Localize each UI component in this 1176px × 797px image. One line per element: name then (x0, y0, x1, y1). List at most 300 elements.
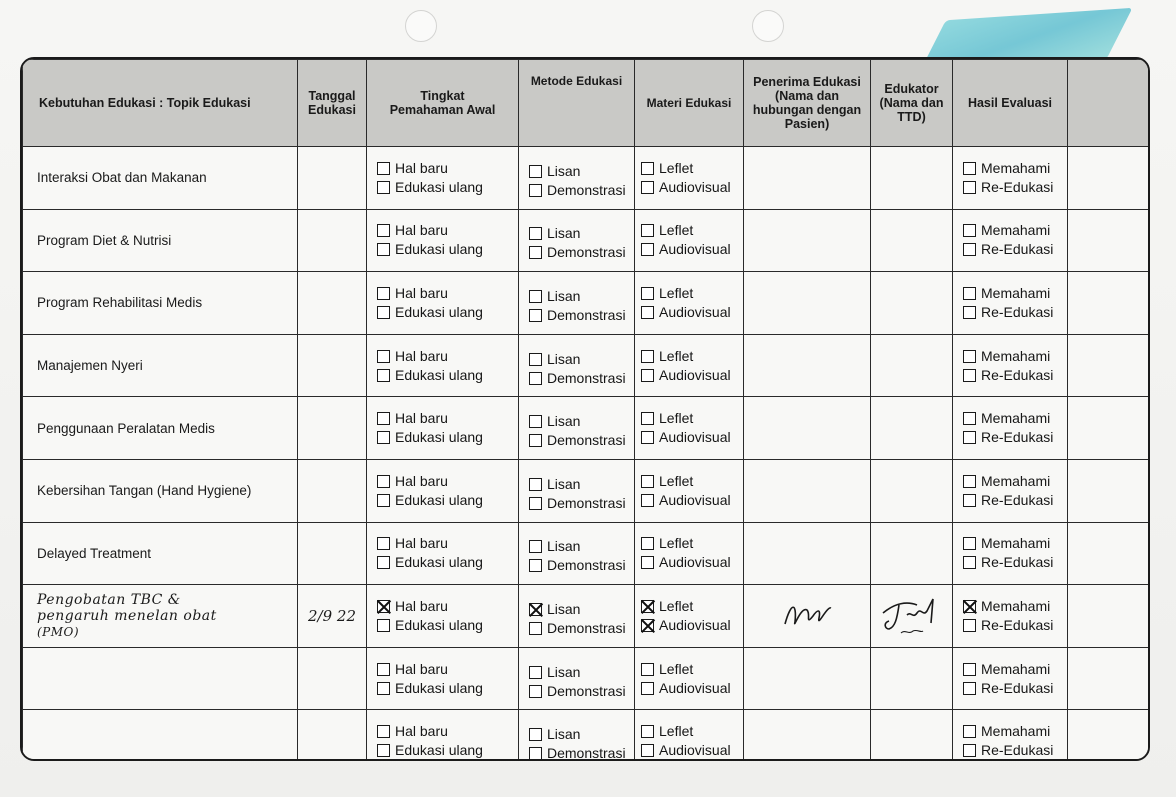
understanding-cell (367, 710, 519, 761)
method-cell (519, 522, 635, 585)
understanding-cell (367, 209, 519, 272)
punch-hole-left (405, 10, 437, 42)
lisan-option[interactable] (529, 475, 634, 494)
edukasi-ulang-label: Edukasi ulang (395, 178, 483, 195)
memahami-checkbox[interactable] (963, 600, 976, 613)
date-cell[interactable] (298, 147, 367, 210)
educator-cell[interactable] (871, 272, 953, 335)
edukasi-ulang-option[interactable] (377, 616, 518, 635)
table-row (23, 397, 1149, 460)
demonstrasi-checkbox[interactable] (529, 309, 542, 322)
date-cell[interactable] (298, 334, 367, 397)
re-edukasi-option[interactable] (963, 491, 1067, 510)
leflet-option[interactable] (641, 347, 743, 366)
demonstrasi-option[interactable] (529, 682, 634, 701)
re-edukasi-checkbox[interactable] (963, 243, 976, 256)
evaluation-cell (953, 459, 1068, 522)
edukasi-ulang-checkbox[interactable] (377, 243, 390, 256)
re-edukasi-checkbox[interactable] (963, 682, 976, 695)
leflet-label: Leflet (659, 597, 694, 614)
hal-baru-checkbox[interactable] (377, 287, 390, 300)
lisan-option[interactable] (529, 350, 634, 369)
hal-baru-option[interactable] (377, 660, 518, 679)
re-edukasi-checkbox[interactable] (963, 619, 976, 632)
educator-cell[interactable] (871, 209, 953, 272)
demonstrasi-checkbox[interactable] (529, 747, 542, 760)
topic-label: Penggunaan Peralatan Medis (37, 420, 215, 436)
lisan-option[interactable] (529, 162, 634, 181)
leflet-label: Leflet (659, 222, 694, 239)
topic-cell-handwritten[interactable] (23, 585, 298, 648)
edukasi-ulang-label: Edukasi ulang (395, 616, 483, 633)
punch-hole-right (752, 10, 784, 42)
demonstrasi-checkbox[interactable] (529, 372, 542, 385)
lisan-option[interactable] (529, 537, 634, 556)
leflet-checkbox[interactable] (641, 287, 654, 300)
audiovisual-option[interactable] (641, 679, 743, 698)
understanding-cell (367, 397, 519, 460)
audiovisual-checkbox[interactable] (641, 306, 654, 319)
lisan-checkbox[interactable] (529, 603, 542, 616)
memahami-checkbox[interactable] (963, 475, 976, 488)
memahami-option[interactable] (963, 597, 1067, 616)
leflet-option[interactable] (641, 284, 743, 303)
material-cell (635, 209, 744, 272)
evaluation-cell (953, 147, 1068, 210)
demonstrasi-checkbox[interactable] (529, 434, 542, 447)
leflet-option[interactable] (641, 159, 743, 178)
lisan-option[interactable] (529, 600, 634, 619)
leflet-checkbox[interactable] (641, 350, 654, 363)
hal-baru-option[interactable] (377, 284, 518, 303)
edukasi-ulang-label: Edukasi ulang (395, 742, 483, 759)
evaluation-cell (953, 522, 1068, 585)
audiovisual-label: Audiovisual (659, 742, 731, 759)
leflet-checkbox[interactable] (641, 663, 654, 676)
handwritten-topic-line2: pengaruh menelan obat (37, 607, 217, 624)
audiovisual-checkbox[interactable] (641, 181, 654, 194)
education-table (22, 59, 1149, 761)
re-edukasi-option[interactable] (963, 178, 1067, 197)
material-cell (635, 334, 744, 397)
demonstrasi-label: Demonstrasi (547, 432, 626, 449)
re-edukasi-option[interactable] (963, 553, 1067, 572)
leflet-option[interactable] (641, 221, 743, 240)
memahami-option[interactable] (963, 660, 1067, 679)
material-cell (635, 710, 744, 761)
hal-baru-checkbox[interactable] (377, 224, 390, 237)
memahami-checkbox[interactable] (963, 287, 976, 300)
audiovisual-checkbox[interactable] (641, 431, 654, 444)
audiovisual-option[interactable] (641, 366, 743, 385)
hal-baru-checkbox[interactable] (377, 350, 390, 363)
hal-baru-label: Hal baru (395, 410, 448, 427)
memahami-label: Memahami (981, 347, 1051, 364)
header-evaluation: Hasil Evaluasi (953, 60, 1068, 147)
method-cell (519, 209, 635, 272)
audiovisual-option[interactable] (641, 240, 743, 259)
memahami-label: Memahami (981, 410, 1051, 427)
demonstrasi-label: Demonstrasi (547, 745, 626, 761)
memahami-option[interactable] (963, 409, 1067, 428)
re-edukasi-option[interactable] (963, 679, 1067, 698)
re-edukasi-checkbox[interactable] (963, 306, 976, 319)
re-edukasi-option[interactable] (963, 366, 1067, 385)
recipient-cell[interactable] (744, 647, 871, 710)
hal-baru-option[interactable] (377, 472, 518, 491)
demonstrasi-option[interactable] (529, 619, 634, 638)
demonstrasi-checkbox[interactable] (529, 622, 542, 635)
handwritten-topic-line1: Pengobatan TBC & (37, 591, 181, 608)
material-cell (635, 585, 744, 648)
demonstrasi-option[interactable] (529, 243, 634, 262)
leflet-label: Leflet (659, 660, 694, 677)
date-cell[interactable] (298, 209, 367, 272)
hal-baru-option[interactable] (377, 534, 518, 553)
lisan-option[interactable] (529, 287, 634, 306)
audiovisual-checkbox[interactable] (641, 369, 654, 382)
memahami-option[interactable] (963, 284, 1067, 303)
recipient-cell[interactable] (744, 397, 871, 460)
edukasi-ulang-checkbox[interactable] (377, 181, 390, 194)
method-cell (519, 397, 635, 460)
edukasi-ulang-option[interactable] (377, 178, 518, 197)
demonstrasi-checkbox[interactable] (529, 685, 542, 698)
leflet-option[interactable] (641, 660, 743, 679)
leflet-label: Leflet (659, 535, 694, 552)
educator-cell[interactable] (871, 147, 953, 210)
header-understanding: Tingkat Pemahaman Awal (367, 60, 519, 147)
lisan-checkbox[interactable] (529, 540, 542, 553)
leflet-checkbox[interactable] (641, 537, 654, 550)
date-cell[interactable] (298, 647, 367, 710)
material-cell (635, 397, 744, 460)
lisan-checkbox[interactable] (529, 353, 542, 366)
lisan-label: Lisan (547, 350, 581, 367)
re-edukasi-label: Re-Edukasi (981, 679, 1054, 696)
edukasi-ulang-option[interactable] (377, 553, 518, 572)
material-cell (635, 647, 744, 710)
lisan-label: Lisan (547, 413, 581, 430)
hal-baru-option[interactable] (377, 221, 518, 240)
hal-baru-option[interactable] (377, 722, 518, 741)
memahami-option[interactable] (963, 534, 1067, 553)
leflet-option[interactable] (641, 409, 743, 428)
audiovisual-label: Audiovisual (659, 241, 731, 258)
lisan-label: Lisan (547, 287, 581, 304)
re-edukasi-option[interactable] (963, 616, 1067, 635)
hal-baru-checkbox[interactable] (377, 475, 390, 488)
edukasi-ulang-option[interactable] (377, 366, 518, 385)
blank-cell (1068, 334, 1149, 397)
memahami-checkbox[interactable] (963, 350, 976, 363)
educator-cell[interactable] (871, 522, 953, 585)
re-edukasi-label: Re-Edukasi (981, 429, 1054, 446)
re-edukasi-option[interactable] (963, 428, 1067, 447)
lisan-checkbox[interactable] (529, 290, 542, 303)
date-cell[interactable] (298, 397, 367, 460)
demonstrasi-option[interactable] (529, 369, 634, 388)
header-blank (1068, 60, 1149, 147)
audiovisual-label: Audiovisual (659, 616, 731, 633)
understanding-cell (367, 522, 519, 585)
educator-signature (877, 593, 947, 639)
lisan-checkbox[interactable] (529, 415, 542, 428)
recipient-cell[interactable] (744, 147, 871, 210)
lisan-checkbox[interactable] (529, 227, 542, 240)
recipient-cell[interactable] (744, 710, 871, 761)
table-row (23, 585, 1149, 648)
demonstrasi-label: Demonstrasi (547, 244, 626, 261)
header-material: Materi Edukasi (635, 60, 744, 147)
recipient-cell[interactable] (744, 459, 871, 522)
educator-cell[interactable] (871, 710, 953, 761)
demonstrasi-option[interactable] (529, 181, 634, 200)
memahami-checkbox[interactable] (963, 725, 976, 738)
edukasi-ulang-option[interactable] (377, 741, 518, 760)
edukasi-ulang-option[interactable] (377, 303, 518, 322)
audiovisual-option[interactable] (641, 178, 743, 197)
memahami-option[interactable] (963, 347, 1067, 366)
re-edukasi-checkbox[interactable] (963, 369, 976, 382)
hal-baru-option[interactable] (377, 409, 518, 428)
memahami-checkbox[interactable] (963, 412, 976, 425)
educator-cell[interactable] (871, 647, 953, 710)
audiovisual-checkbox[interactable] (641, 494, 654, 507)
date-cell[interactable] (298, 585, 367, 648)
hal-baru-label: Hal baru (395, 472, 448, 489)
edukasi-ulang-label: Edukasi ulang (395, 366, 483, 383)
edukasi-ulang-checkbox[interactable] (377, 431, 390, 444)
table-row (23, 334, 1149, 397)
lisan-option[interactable] (529, 725, 634, 744)
recipient-signature (777, 596, 837, 636)
edukasi-ulang-option[interactable] (377, 491, 518, 510)
memahami-label: Memahami (981, 723, 1051, 740)
memahami-option[interactable] (963, 472, 1067, 491)
topic-label: Program Rehabilitasi Medis (37, 295, 203, 311)
lisan-label: Lisan (547, 538, 581, 555)
leflet-option[interactable] (641, 534, 743, 553)
edukasi-ulang-checkbox[interactable] (377, 369, 390, 382)
handwritten-topic-line3: (PMO) (37, 624, 80, 639)
audiovisual-option[interactable] (641, 491, 743, 510)
leflet-label: Leflet (659, 472, 694, 489)
method-cell (519, 334, 635, 397)
hal-baru-option[interactable] (377, 597, 518, 616)
hal-baru-checkbox[interactable] (377, 725, 390, 738)
hal-baru-label: Hal baru (395, 284, 448, 301)
material-cell (635, 459, 744, 522)
lisan-label: Lisan (547, 726, 581, 743)
leflet-checkbox[interactable] (641, 412, 654, 425)
audiovisual-option[interactable] (641, 616, 743, 635)
audiovisual-option[interactable] (641, 741, 743, 760)
handwritten-date: 2/9 22 (308, 606, 356, 625)
re-edukasi-label: Re-Edukasi (981, 241, 1054, 258)
memahami-checkbox[interactable] (963, 663, 976, 676)
leflet-checkbox[interactable] (641, 162, 654, 175)
hal-baru-checkbox[interactable] (377, 600, 390, 613)
topic-cell (23, 647, 298, 710)
recipient-cell[interactable] (744, 334, 871, 397)
educator-cell[interactable] (871, 459, 953, 522)
lisan-checkbox[interactable] (529, 165, 542, 178)
edukasi-ulang-checkbox[interactable] (377, 556, 390, 569)
audiovisual-label: Audiovisual (659, 429, 731, 446)
date-cell[interactable] (298, 522, 367, 585)
lisan-checkbox[interactable] (529, 666, 542, 679)
demonstrasi-label: Demonstrasi (547, 181, 626, 198)
blank-cell (1068, 147, 1149, 210)
recipient-cell[interactable] (744, 522, 871, 585)
audiovisual-checkbox[interactable] (641, 682, 654, 695)
edukasi-ulang-label: Edukasi ulang (395, 241, 483, 258)
hal-baru-checkbox[interactable] (377, 412, 390, 425)
hal-baru-label: Hal baru (395, 535, 448, 552)
edukasi-ulang-checkbox[interactable] (377, 744, 390, 757)
re-edukasi-option[interactable] (963, 303, 1067, 322)
date-cell[interactable] (298, 459, 367, 522)
demonstrasi-checkbox[interactable] (529, 184, 542, 197)
demonstrasi-option[interactable] (529, 744, 634, 761)
hal-baru-checkbox[interactable] (377, 537, 390, 550)
demonstrasi-option[interactable] (529, 494, 634, 513)
edukasi-ulang-checkbox[interactable] (377, 494, 390, 507)
audiovisual-label: Audiovisual (659, 303, 731, 320)
memahami-checkbox[interactable] (963, 162, 976, 175)
date-cell[interactable] (298, 710, 367, 761)
re-edukasi-checkbox[interactable] (963, 494, 976, 507)
edukasi-ulang-option[interactable] (377, 428, 518, 447)
leflet-label: Leflet (659, 347, 694, 364)
audiovisual-checkbox[interactable] (641, 619, 654, 632)
re-edukasi-option[interactable] (963, 741, 1067, 760)
lisan-checkbox[interactable] (529, 728, 542, 741)
blank-cell (1068, 397, 1149, 460)
audiovisual-option[interactable] (641, 428, 743, 447)
re-edukasi-checkbox[interactable] (963, 181, 976, 194)
material-cell (635, 522, 744, 585)
hal-baru-option[interactable] (377, 159, 518, 178)
re-edukasi-checkbox[interactable] (963, 556, 976, 569)
leflet-option[interactable] (641, 722, 743, 741)
leflet-checkbox[interactable] (641, 475, 654, 488)
lisan-label: Lisan (547, 663, 581, 680)
memahami-checkbox[interactable] (963, 537, 976, 550)
header-recipient: Penerima Edukasi (Nama dan hubungan dengan Pasien) (744, 60, 871, 147)
demonstrasi-option[interactable] (529, 306, 634, 325)
header-topic: Kebutuhan Edukasi : Topik Edukasi (23, 60, 298, 147)
leflet-checkbox[interactable] (641, 224, 654, 237)
recipient-cell[interactable] (744, 209, 871, 272)
education-table-frame (20, 57, 1150, 761)
memahami-option[interactable] (963, 159, 1067, 178)
memahami-label: Memahami (981, 159, 1051, 176)
memahami-option[interactable] (963, 221, 1067, 240)
lisan-checkbox[interactable] (529, 478, 542, 491)
leflet-option[interactable] (641, 472, 743, 491)
demonstrasi-label: Demonstrasi (547, 619, 626, 636)
blank-cell (1068, 522, 1149, 585)
header-row (23, 60, 1149, 147)
table-row (23, 147, 1149, 210)
hal-baru-label: Hal baru (395, 723, 448, 740)
edukasi-ulang-checkbox[interactable] (377, 682, 390, 695)
lisan-label: Lisan (547, 475, 581, 492)
header-method: Metode Edukasi (519, 60, 635, 147)
audiovisual-checkbox[interactable] (641, 243, 654, 256)
hal-baru-checkbox[interactable] (377, 162, 390, 175)
leflet-option[interactable] (641, 597, 743, 616)
edukasi-ulang-option[interactable] (377, 240, 518, 259)
blank-cell (1068, 459, 1149, 522)
understanding-cell (367, 147, 519, 210)
evaluation-cell (953, 272, 1068, 335)
hal-baru-option[interactable] (377, 347, 518, 366)
recipient-cell[interactable] (744, 585, 871, 648)
lisan-label: Lisan (547, 162, 581, 179)
hal-baru-checkbox[interactable] (377, 663, 390, 676)
demonstrasi-checkbox[interactable] (529, 559, 542, 572)
edukasi-ulang-checkbox[interactable] (377, 619, 390, 632)
educator-cell[interactable] (871, 585, 953, 648)
edukasi-ulang-option[interactable] (377, 679, 518, 698)
leflet-checkbox[interactable] (641, 725, 654, 738)
audiovisual-option[interactable] (641, 303, 743, 322)
demonstrasi-label: Demonstrasi (547, 369, 626, 386)
lisan-option[interactable] (529, 663, 634, 682)
material-cell (635, 147, 744, 210)
method-cell (519, 647, 635, 710)
audiovisual-option[interactable] (641, 553, 743, 572)
memahami-label: Memahami (981, 597, 1051, 614)
lisan-label: Lisan (547, 600, 581, 617)
audiovisual-checkbox[interactable] (641, 556, 654, 569)
audiovisual-label: Audiovisual (659, 178, 731, 195)
memahami-checkbox[interactable] (963, 224, 976, 237)
table-row (23, 710, 1149, 761)
edukasi-ulang-checkbox[interactable] (377, 306, 390, 319)
lisan-option[interactable] (529, 412, 634, 431)
demonstrasi-option[interactable] (529, 556, 634, 575)
evaluation-cell (953, 647, 1068, 710)
topic-label: Delayed Treatment (37, 545, 152, 561)
demonstrasi-option[interactable] (529, 431, 634, 450)
method-cell (519, 147, 635, 210)
audiovisual-checkbox[interactable] (641, 744, 654, 757)
lisan-option[interactable] (529, 224, 634, 243)
educator-cell[interactable] (871, 397, 953, 460)
hal-baru-label: Hal baru (395, 660, 448, 677)
recipient-cell[interactable] (744, 272, 871, 335)
leflet-checkbox[interactable] (641, 600, 654, 613)
re-edukasi-checkbox[interactable] (963, 744, 976, 757)
demonstrasi-checkbox[interactable] (529, 246, 542, 259)
re-edukasi-option[interactable] (963, 240, 1067, 259)
understanding-cell (367, 647, 519, 710)
memahami-option[interactable] (963, 722, 1067, 741)
educator-cell[interactable] (871, 334, 953, 397)
table-row (23, 272, 1149, 335)
date-cell[interactable] (298, 272, 367, 335)
topic-cell (23, 459, 298, 522)
edukasi-ulang-label: Edukasi ulang (395, 429, 483, 446)
demonstrasi-checkbox[interactable] (529, 497, 542, 510)
re-edukasi-label: Re-Edukasi (981, 303, 1054, 320)
understanding-cell (367, 334, 519, 397)
re-edukasi-checkbox[interactable] (963, 431, 976, 444)
